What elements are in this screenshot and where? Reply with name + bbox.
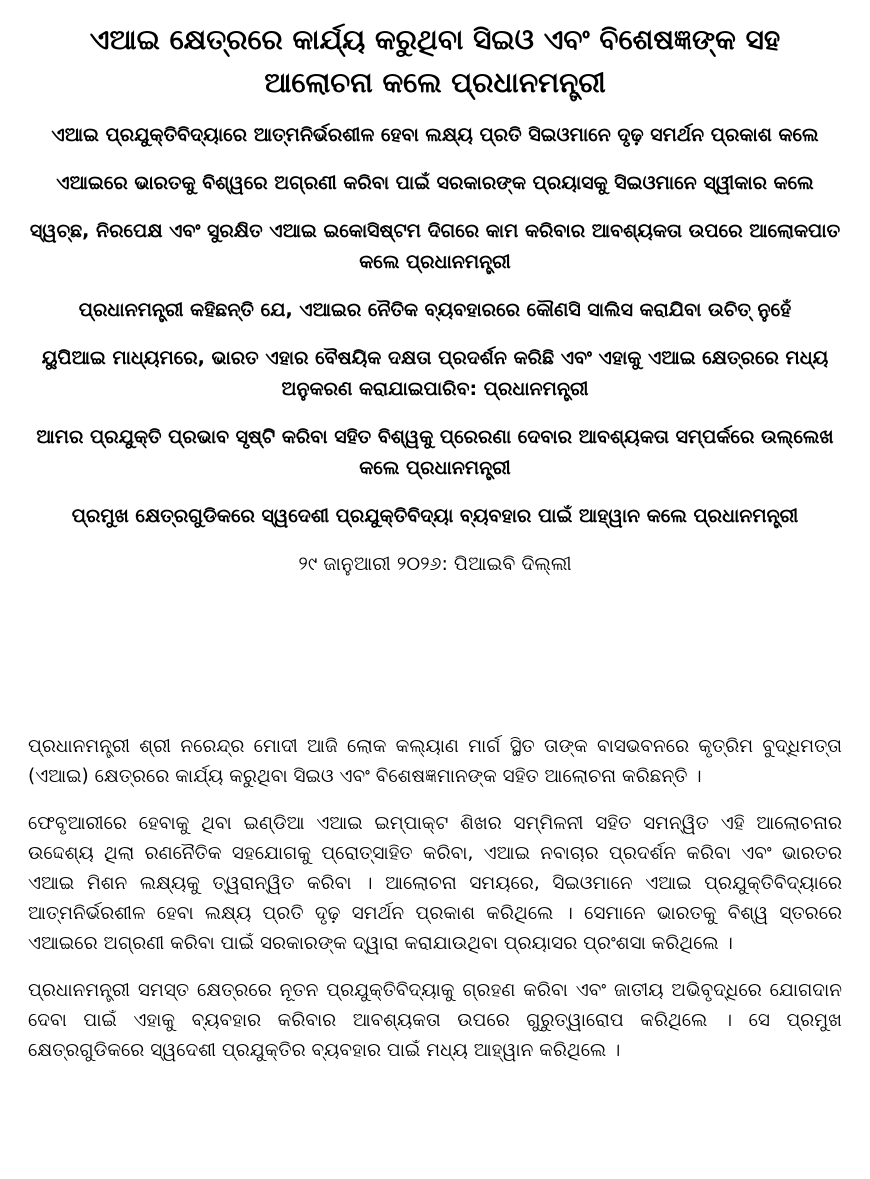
- highlight-item: ଆମର ପ୍ରଯୁକ୍ତି ପ୍ରଭାବ ସୃଷ୍ଟି କରିବା ସହିତ ବିଶ୍ୱକୁ ପ୍ରେରଣା ଦେବାର ଆବଶ୍ୟକତା ସମ୍ପର୍କରେ ଉଲ୍ଲେଖ କଲେ ପ୍ରଧାନମନ୍ତ୍ରୀ: [36, 426, 834, 479]
- highlight-item: ଏଆଇରେ ଭାରତକୁ ବିଶ୍ୱରେ ଅଗ୍ରଣୀ କରିବା ପାଇଁ ସରକାରଙ୍କ ପ୍ରୟାସକୁ ସିଇଓମାନେ ସ୍ୱୀକାର କଲେ: [56, 172, 814, 194]
- highlight-item: ସ୍ୱଚ୍ଛ, ନିରପେକ୍ଷ ଏବଂ ସୁରକ୍ଷିତ ଏଆଇ ଇକୋସିଷ୍ଟମ ଦିଗରେ କାମ କରିବାର ଆବଶ୍ୟକତା ଉପରେ ଆଲୋକପାତ କଲେ ପ୍ରଧାନମନ୍ତ୍ରୀ: [29, 220, 841, 273]
- dateline: ୨୯ ଜାନୁଆରୀ ୨୦୨୬: ପିଆଇବି ଦିଲ୍ଲୀ: [298, 553, 572, 575]
- highlight-item: ପ୍ରଧାନମନ୍ତ୍ରୀ କହିଛନ୍ତି ଯେ, ଏଆଇର ନୈତିକ ବ୍ୟବହାରରେ କୌଣସି ସାଲିସ କରାଯିବା ଉଚିତ୍ ନୁହେଁ: [78, 299, 792, 321]
- body-paragraph: ପ୍ରଧାନମନ୍ତ୍ରୀ ଶ୍ରୀ ନରେନ୍ଦ୍ର ମୋଦୀ ଆଜି ଲୋକ କଲ୍ୟାଣ ମାର୍ଗ ସ୍ଥିତ ତାଙ୍କ ବାସଭବନରେ କୃତ୍ରିମ ବୁଦ୍ଧିମତ୍ତା (ଏଆଇ) କ୍ଷେତ୍ରରେ କାର୍ଯ୍ୟ କରୁଥିବା ସିଇଓ ଏବଂ ବିଶେଷଜ୍ଞମାନଙ୍କ ସହିତ ଆଲୋଚନା କରିଛନ୍ତି ।: [28, 736, 842, 787]
- highlights-list: [28, 120, 842, 532]
- article-title: ଏଆଇ କ୍ଷେତ୍ରରେ କାର୍ଯ୍ୟ କରୁଥିବା ସିଇଓ ଏବଂ ବିଶେଷଜ୍ଞଙ୍କ ସହ ଆଲୋଚନା କଲେ ପ୍ରଧାନମନ୍ତ୍ରୀ: [89, 23, 781, 99]
- body-paragraph: ଫେବୃଆରୀରେ ହେବାକୁ ଥିବା ଇଣ୍ଡିଆ ଏଆଇ ଇମ୍ପାକ୍ଟ ଶିଖର ସମ୍ମିଳନୀ ସହିତ ସମନ୍ୱିତ ଏହି ଆଲୋଚନାର ଉଦ୍ଦେଶ୍ୟ ଥିଲା ରଣନୈତିକ ସହଯୋଗକୁ ପ୍ରୋତ୍ସାହିତ କରିବା, ଏଆଇ ନବାଚାର ପ୍ରଦର୍ଶନ କରିବା ଏବଂ ଭାରତର ଏଆଇ ମିଶନ ଲକ୍ଷ୍ୟକୁ ତ୍ୱରାନ୍ୱିତ କରିବା । ଆଲୋଚନା ସମୟରେ, ସିଇଓମାନେ ଏଆଇ ପ୍ରଯୁକ୍ତିବିଦ୍ୟାରେ ଆତ୍ମନିର୍ଭରଶୀଳ ହେବା ଲକ୍ଷ୍ୟ ପ୍ରତି ଦୃଢ଼ ସମର୍ଥନ ପ୍ରକାଶ କରିଥିଲେ । ସେମାନେ ଭାରତକୁ ବିଶ୍ୱ ସ୍ତରରେ ଏଆଇରେ ଅଗ୍ରଣୀ କରିବା ପାଇଁ ସରକାରଙ୍କ ଦ୍ୱାରା କରାଯାଉଥିବା ପ୍ରୟାସର ପ୍ରଂଶସା କରିଥିଲେ ।: [28, 813, 842, 954]
- highlight-item: ଏଆଇ ପ୍ରଯୁକ୍ତିବିଦ୍ୟାରେ ଆତ୍ମନିର୍ଭରଶୀଳ ହେବା ଲକ୍ଷ୍ୟ ପ୍ରତି ସିଇଓମାନେ ଦୃଢ଼ ସମର୍ଥନ ପ୍ରକାଶ କଲେ: [51, 124, 819, 146]
- highlight-item: ୟୁପିଆଇ ମାଧ୍ୟମରେ, ଭାରତ ଏହାର ବୈଷୟିକ ଦକ୍ଷତା ପ୍ରଦର୍ଶନ କରିଛି ଏବଂ ଏହାକୁ ଏଆଇ କ୍ଷେତ୍ରରେ ମଧ୍ୟ ଅନୁକରଣ କରାଯାଇପାରିବ: ପ୍ରଧାନମନ୍ତ୍ରୀ: [41, 347, 829, 400]
- body-paragraph: ପ୍ରଧାନମନ୍ତ୍ରୀ ସମସ୍ତ କ୍ଷେତ୍ରରେ ନୂତନ ପ୍ରଯୁକ୍ତିବିଦ୍ୟାକୁ ଗ୍ରହଣ କରିବା ଏବଂ ଜାତୀୟ ଅଭିବୃଦ୍ଧିରେ ଯୋଗଦାନ ଦେବା ପାଇଁ ଏହାକୁ ବ୍ୟବହାର କରିବାର ଆବଶ୍ୟକତା ଉପରେ ଗୁରୁତ୍ୱାରୋପ କରିଥିଲେ । ସେ ପ୍ରମୁଖ କ୍ଷେତ୍ରଗୁଡିକରେ ସ୍ୱଦେଶୀ ପ୍ରଯୁକ୍ତିର ବ୍ୟବହାର ପାଇଁ ମଧ୍ୟ ଆହ୍ୱାନ କରିଥିଲେ ।: [28, 980, 842, 1061]
- article-body: [28, 732, 842, 1083]
- highlight-item: ପ୍ରମୁଖ କ୍ଷେତ୍ରଗୁଡିକରେ ସ୍ୱଦେଶୀ ପ୍ରଯୁକ୍ତିବିଦ୍ୟା ବ୍ୟବହାର ପାଇଁ ଆହ୍ୱାନ କଲେ ପ୍ରଧାନମନ୍ତ୍ରୀ: [71, 505, 799, 527]
